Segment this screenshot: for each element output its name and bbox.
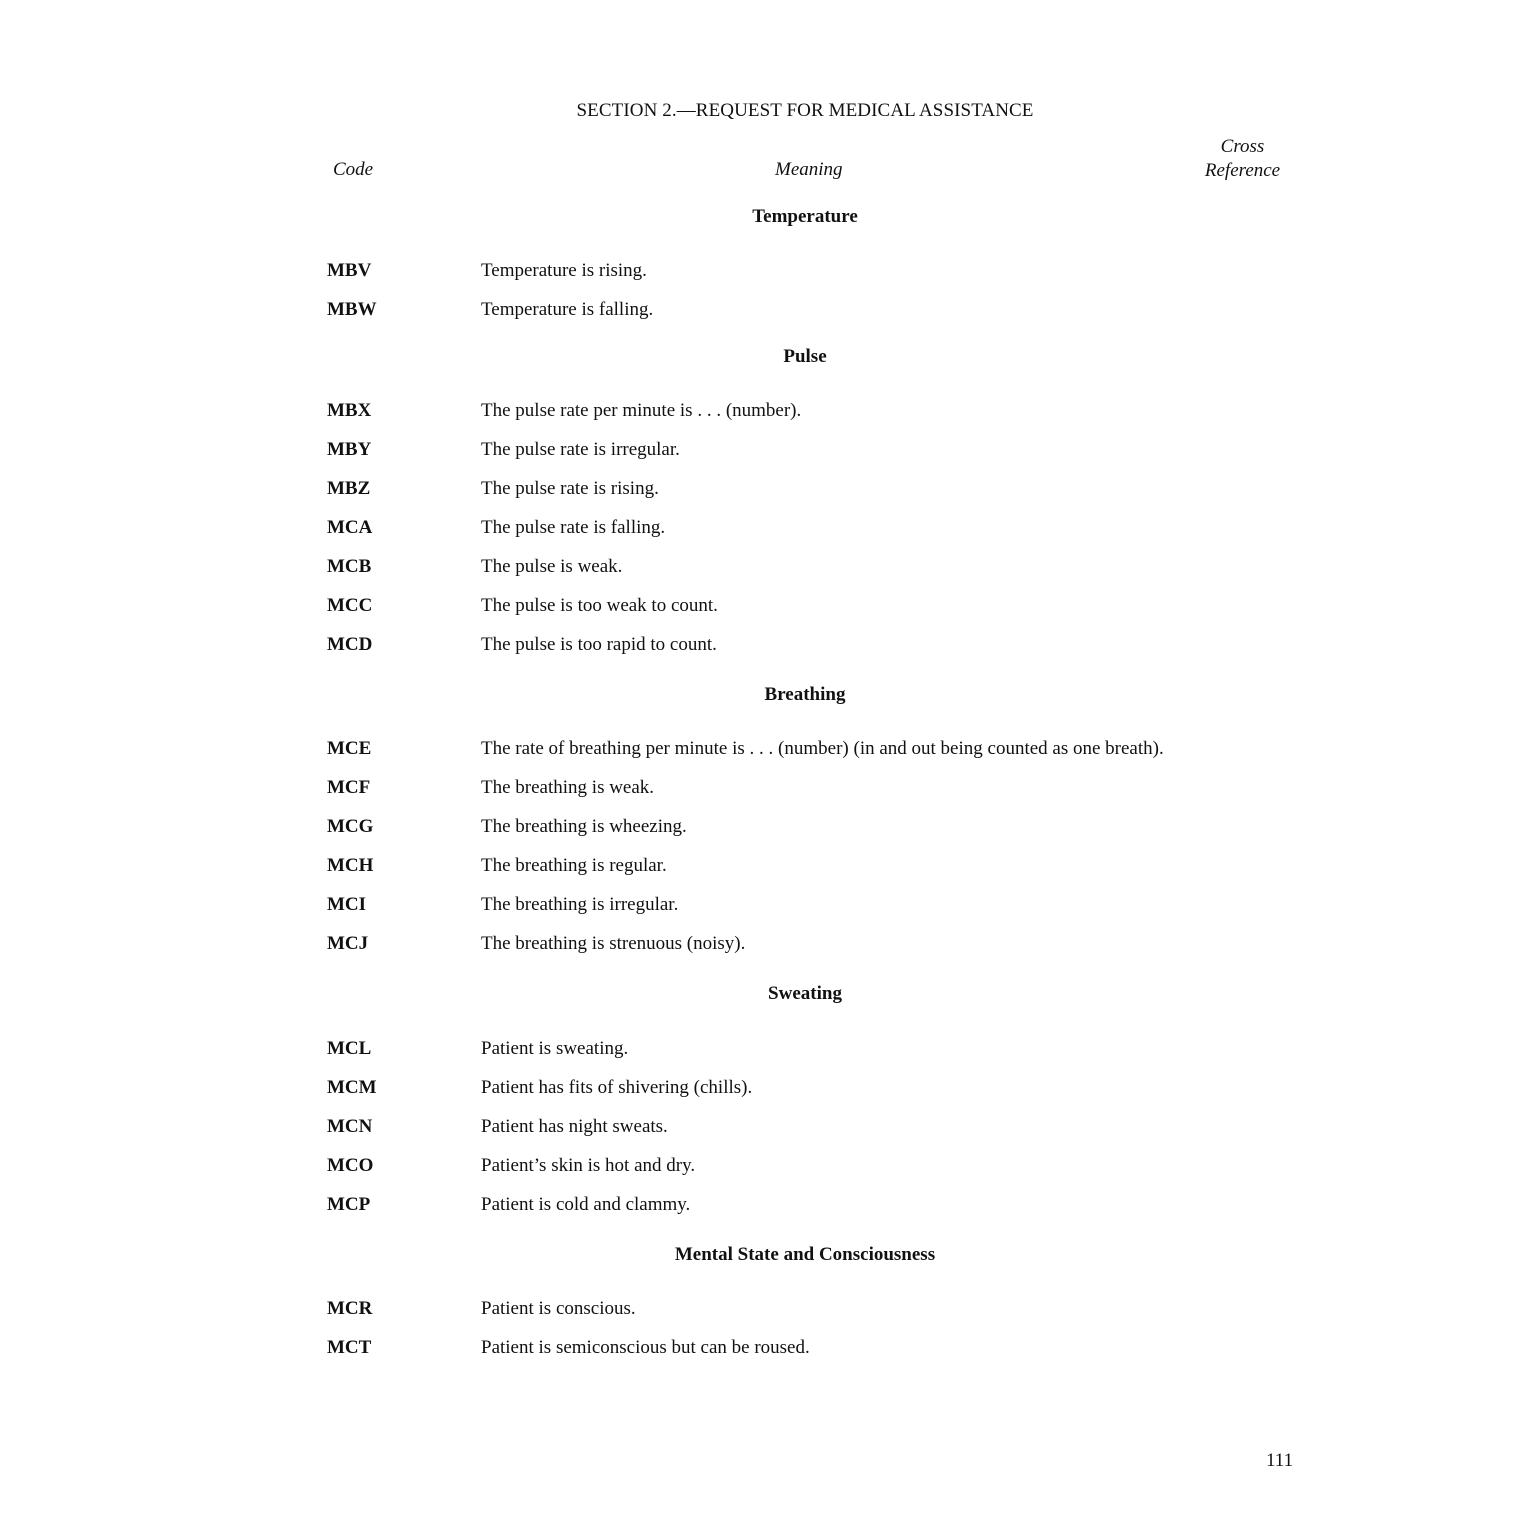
table-row [0, 738, 1540, 764]
signal-code: MCM [327, 1077, 377, 1098]
column-header-code: Code [333, 159, 374, 180]
signal-meaning: The breathing is weak. [481, 777, 655, 798]
signal-code: MCD [327, 634, 373, 655]
section-heading-sweating: Sweating [768, 983, 842, 1004]
table-row [0, 1298, 1540, 1324]
signal-meaning: Temperature is falling. [481, 299, 654, 320]
signal-code: MCA [327, 517, 373, 538]
table-row [0, 439, 1540, 465]
column-header-cross-reference-line1: Cross [1220, 136, 1265, 157]
signal-code: MBZ [327, 478, 371, 499]
table-row [0, 1337, 1540, 1363]
signal-meaning: The pulse rate is irregular. [481, 439, 680, 460]
signal-meaning: The breathing is irregular. [481, 894, 679, 915]
table-row [0, 1038, 1540, 1064]
signal-meaning: Patient’s skin is hot and dry. [481, 1155, 696, 1176]
signal-meaning: The breathing is wheezing. [481, 816, 687, 837]
signal-code: MBY [327, 439, 372, 460]
signal-meaning: Patient is conscious. [481, 1298, 636, 1319]
table-row [0, 556, 1540, 582]
table-row [0, 260, 1540, 286]
signal-meaning: Patient is semiconscious but can be roused. [481, 1337, 810, 1358]
signal-code: MCH [327, 855, 374, 876]
page-number: 111 [1266, 1450, 1294, 1471]
section-heading-pulse: Pulse [783, 346, 827, 367]
signal-meaning: The pulse rate is falling. [481, 517, 666, 538]
signal-meaning: The breathing is regular. [481, 855, 667, 876]
signal-code: MCL [327, 1038, 372, 1059]
signal-code: MCE [327, 738, 372, 759]
signal-code: MCO [327, 1155, 374, 1176]
signal-meaning: The rate of breathing per minute is . . . (number) (in and out being counted as one breath). [481, 738, 1164, 759]
signal-meaning: Patient is cold and clammy. [481, 1194, 691, 1215]
signal-meaning: Patient has night sweats. [481, 1116, 668, 1137]
table-row [0, 1194, 1540, 1220]
column-header-cross-reference [1180, 135, 1305, 183]
table-row [0, 933, 1540, 959]
table-row [0, 1155, 1540, 1181]
signal-meaning: Patient is sweating. [481, 1038, 629, 1059]
table-row [0, 634, 1540, 660]
table-row [0, 777, 1540, 803]
signal-code: MCG [327, 816, 374, 837]
signal-meaning: Patient has fits of shivering (chills). [481, 1077, 753, 1098]
table-row [0, 1077, 1540, 1103]
signal-code: MCN [327, 1116, 373, 1137]
table-row [0, 816, 1540, 842]
table-row [0, 517, 1540, 543]
page-title: SECTION 2.—REQUEST FOR MEDICAL ASSISTANCE [576, 100, 1034, 121]
section-heading-mental-state: Mental State and Consciousness [674, 1244, 936, 1265]
table-row [0, 299, 1540, 325]
signal-meaning: The pulse is weak. [481, 556, 623, 577]
signal-code: MBV [327, 260, 372, 281]
signal-code: MCI [327, 894, 367, 915]
table-row [0, 595, 1540, 621]
table-row [0, 478, 1540, 504]
signal-code: MCC [327, 595, 373, 616]
signal-code: MCP [327, 1194, 371, 1215]
signal-code: MCT [327, 1337, 372, 1358]
column-header-cross-reference-line2: Reference [1204, 160, 1281, 181]
signal-meaning: The pulse rate is rising. [481, 478, 659, 499]
table-row [0, 894, 1540, 920]
section-heading-temperature: Temperature [752, 206, 858, 227]
signal-meaning: The pulse is too weak to count. [481, 595, 718, 616]
signal-code: MBW [327, 299, 377, 320]
column-header-meaning: Meaning [775, 159, 843, 180]
signal-meaning: The breathing is strenuous (noisy). [481, 933, 746, 954]
table-row [0, 400, 1540, 426]
table-row [0, 1116, 1540, 1142]
signal-meaning: The pulse is too rapid to count. [481, 634, 717, 655]
table-row [0, 855, 1540, 881]
signal-code: MCB [327, 556, 372, 577]
signal-code: MCF [327, 777, 371, 798]
signal-code: MCJ [327, 933, 369, 954]
signal-meaning: The pulse rate per minute is . . . (number). [481, 400, 802, 421]
signal-code: MCR [327, 1298, 373, 1319]
section-heading-breathing: Breathing [764, 684, 846, 705]
signal-meaning: Temperature is rising. [481, 260, 647, 281]
signal-code: MBX [327, 400, 372, 421]
